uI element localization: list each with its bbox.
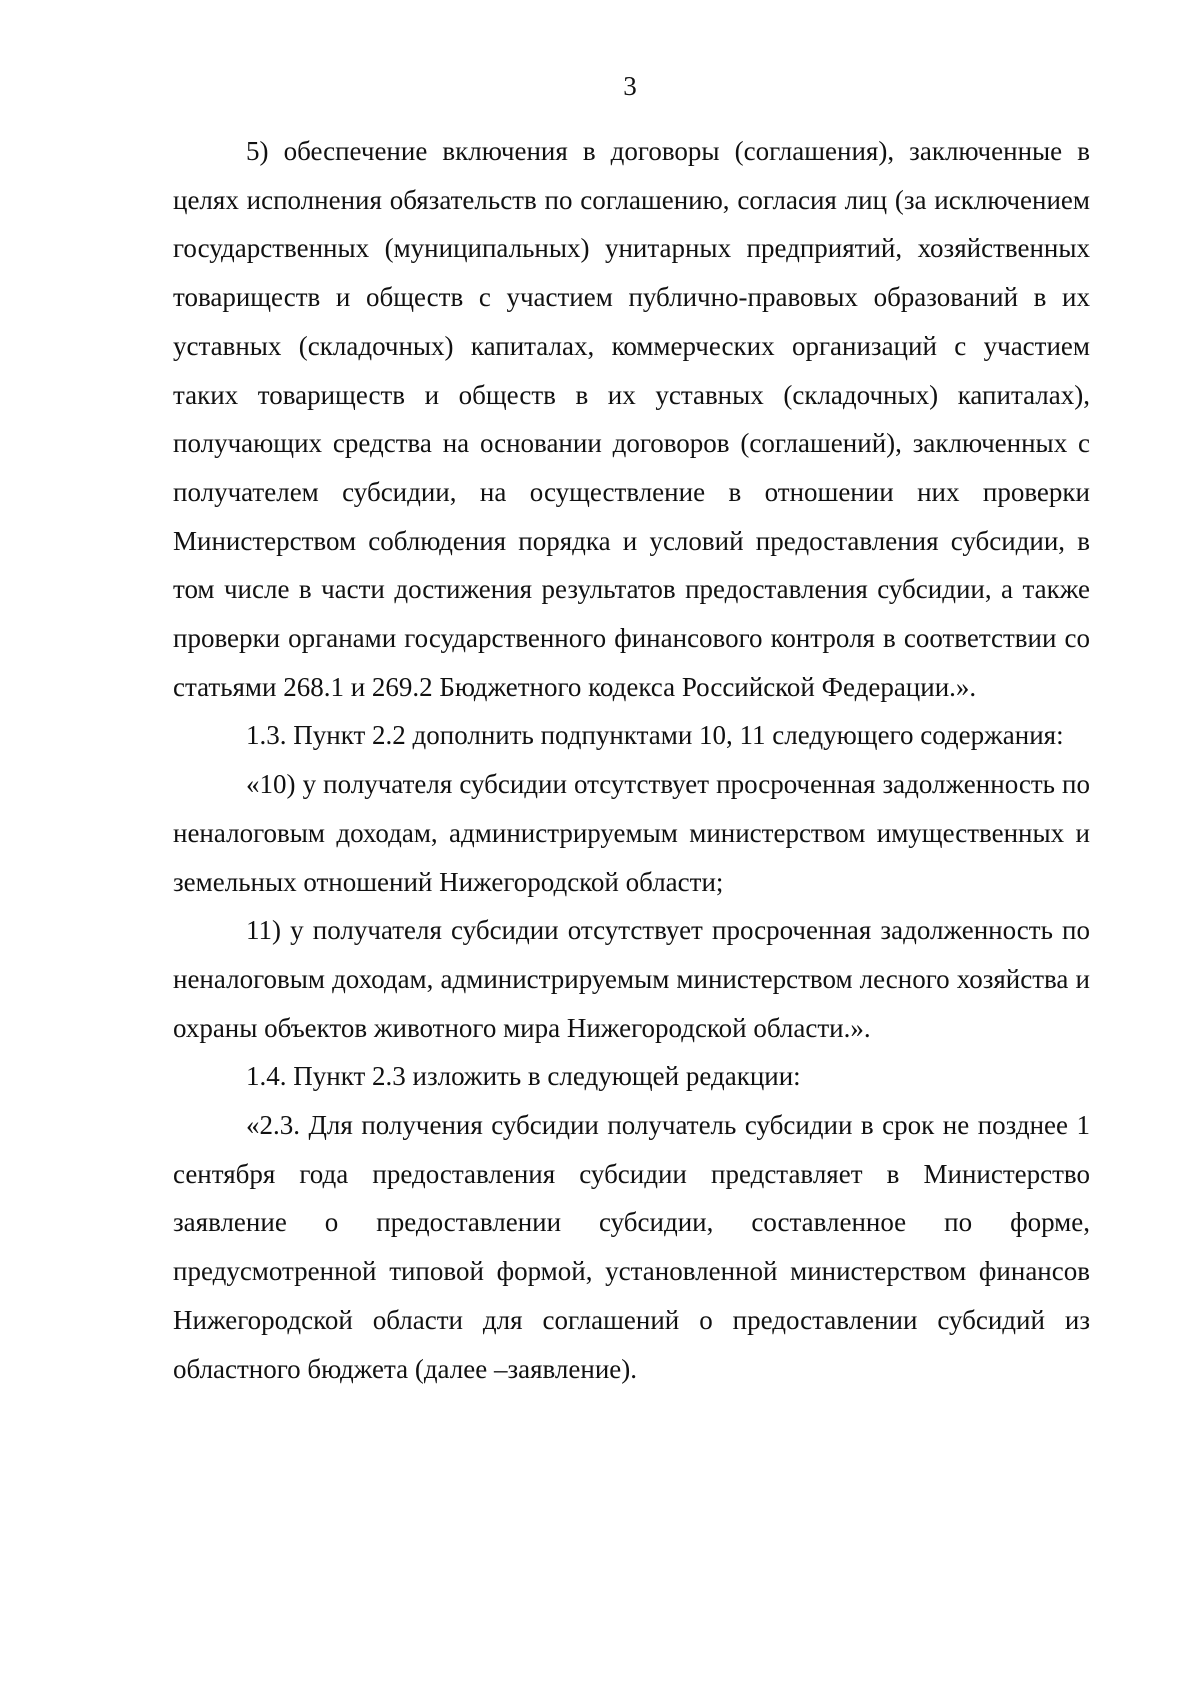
paragraph-subitem-10: «10) у получателя субсидии отсутствует просроченная задолженность по неналоговым доходам, администрируемым министерством имущественных и земельных отношений Нижегородской области;	[173, 769, 1090, 897]
paragraph-clause-1-3: 1.3. Пункт 2.2 дополнить подпунктами 10, 11 следующего содержания:	[246, 720, 1064, 751]
page-number: 3	[623, 71, 637, 101]
document-body	[173, 127, 1090, 1393]
paragraph-item-5: 5) обеспечение включения в договоры (соглашения), заключенные в целях исполнения обязательств по соглашению, согласия лиц (за исключением государственных (муниципальных) унитарных предприятий, хозяйственных товариществ и обществ с участием публично-правовых образований в их уставных (складочных) капиталах, коммерческих организаций с участием таких товариществ и обществ в их уставных (складочных) капиталах), получающих средства на основании договоров (соглашений), заключенных с получателем субсидии, на осуществление в отношении них проверки Министерством соблюдения порядка и условий предоставления субсидии, в том числе в части достижения результатов предоставления субсидии, а также проверки органами государственного финансового контроля в соответствии со статьями 268.1 и 269.2 Бюджетного кодекса Российской Федерации.».	[173, 136, 1090, 702]
paragraph-clause-2-3: «2.3. Для получения субсидии получатель субсидии в срок не позднее 1 сентября года предоставления субсидии представляет в Министерство заявление о предоставлении субсидии, составленное по форме, предусмотренной типовой формой, установленной министерством финансов Нижегородской области для соглашений о предоставлении субсидий из областного бюджета (далее –заявление).	[173, 1110, 1090, 1384]
paragraph-subitem-11: 11) у получателя субсидии отсутствует просроченная задолженность по неналоговым доходам, администрируемым министерством лесного хозяйства и охраны объектов животного мира Нижегородской области.».	[173, 915, 1090, 1043]
paragraph-clause-1-4: 1.4. Пункт 2.3 изложить в следующей редакции:	[246, 1061, 801, 1092]
